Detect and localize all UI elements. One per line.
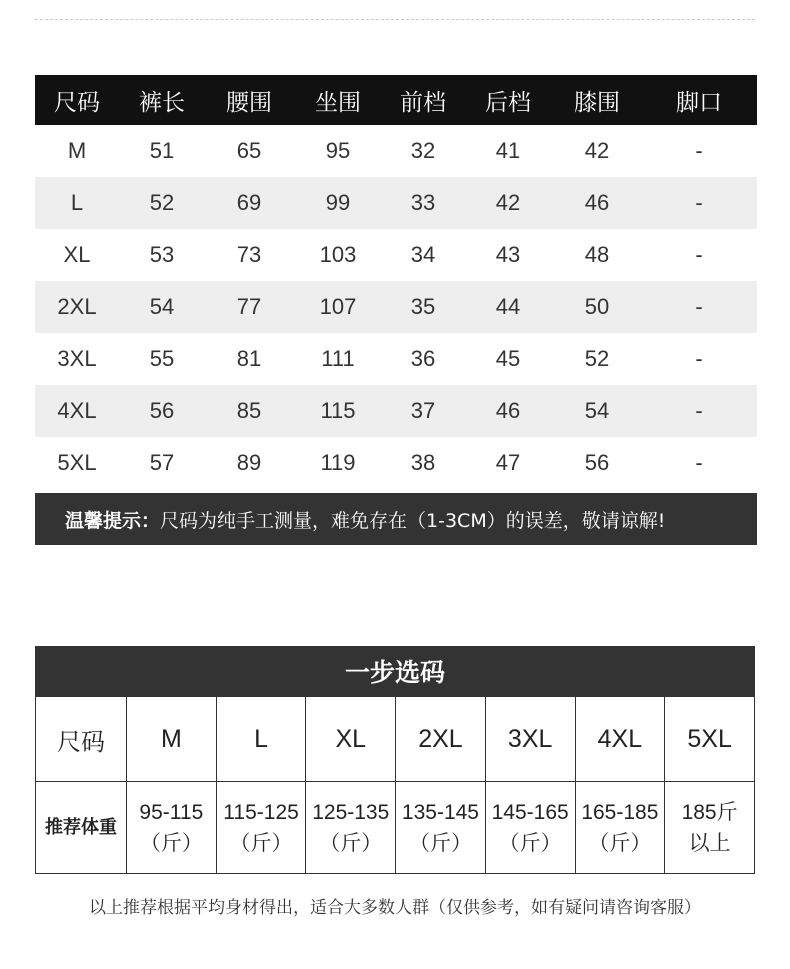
cell-length: 56 [149, 398, 175, 423]
cell-leg-opening: - [695, 242, 703, 267]
cell-back-rise: 47 [495, 450, 521, 475]
size-chart-row [35, 177, 757, 229]
cell-back-rise: 46 [495, 398, 521, 423]
header-hip: 坐围 [315, 89, 361, 116]
size-chart-table [35, 75, 757, 489]
cell-waist: 77 [236, 294, 262, 319]
size-cell: 2XL [396, 697, 486, 782]
weight-unit: （斤） [408, 831, 472, 855]
weight-cell [665, 782, 755, 874]
footnote: 以上推荐根据平均身材得出，适合大多数人群（仅供参考，如有疑问请咨询客服） [89, 898, 701, 918]
weight-cell [306, 782, 396, 874]
cell-knee: 48 [584, 242, 610, 267]
weight-range: 145-165 [491, 800, 569, 824]
cell-front-rise: 34 [410, 242, 436, 267]
cell-hip: 95 [325, 138, 351, 163]
weight-range: 165-185 [581, 800, 659, 824]
header-knee: 膝围 [574, 89, 620, 116]
cell-back-rise: 41 [495, 138, 521, 163]
cell-front-rise: 36 [410, 346, 436, 371]
cell-waist: 69 [236, 190, 262, 215]
cell-leg-opening: - [695, 190, 703, 215]
weight-cell [127, 782, 217, 874]
notice-label: 温馨提示： [65, 509, 161, 532]
size-chart-header-row [35, 75, 757, 125]
weight-unit: （斤） [588, 831, 652, 855]
size-chart-row [35, 385, 757, 437]
size-chart-row [35, 125, 757, 177]
cell-waist: 73 [236, 242, 262, 267]
cell-waist: 65 [236, 138, 262, 163]
cell-size: 3XL [57, 346, 97, 371]
cell-knee: 56 [584, 450, 610, 475]
quick-size-row [36, 697, 755, 782]
cell-leg-opening: - [695, 398, 703, 423]
weight-cell [216, 782, 306, 874]
size-cell: 3XL [485, 697, 575, 782]
weight-range: 95-115 [139, 800, 204, 824]
cell-length: 51 [149, 138, 175, 163]
cell-hip: 103 [319, 242, 357, 267]
cell-back-rise: 44 [495, 294, 521, 319]
weight-unit: （斤） [498, 831, 562, 855]
weight-unit: （斤） [319, 831, 383, 855]
cell-size: 4XL [57, 398, 97, 423]
size-chart-row [35, 281, 757, 333]
weight-unit: （斤） [229, 831, 293, 855]
cell-length: 52 [149, 190, 175, 215]
weight-unit: 以上 [688, 831, 731, 855]
top-dashed-divider [35, 19, 755, 20]
size-chart-row [35, 333, 757, 385]
cell-knee: 50 [584, 294, 610, 319]
cell-length: 53 [149, 242, 175, 267]
cell-waist: 85 [236, 398, 262, 423]
weight-range: 115-125 [223, 800, 299, 824]
cell-back-rise: 42 [495, 190, 521, 215]
header-back-rise: 后档 [485, 89, 531, 116]
size-label-cell: 尺码 [36, 697, 127, 782]
header-leg-opening: 脚口 [676, 89, 722, 116]
size-cell: 4XL [575, 697, 665, 782]
quick-size-table [35, 696, 755, 874]
cell-front-rise: 33 [410, 190, 436, 215]
cell-front-rise: 35 [410, 294, 436, 319]
size-chart-row [35, 229, 757, 281]
cell-front-rise: 32 [410, 138, 436, 163]
weight-unit: （斤） [139, 831, 203, 855]
weight-range: 135-145 [401, 800, 479, 824]
cell-hip: 107 [319, 294, 357, 319]
weight-cell [485, 782, 575, 874]
weight-label-cell: 推荐体重 [36, 782, 127, 874]
cell-hip: 111 [321, 346, 355, 371]
notice-bar [35, 493, 757, 545]
weight-cell [575, 782, 665, 874]
quick-size-title: 一步选码 [35, 646, 755, 696]
cell-leg-opening: - [695, 138, 703, 163]
size-cell: XL [306, 697, 396, 782]
cell-front-rise: 37 [410, 398, 436, 423]
size-cell: L [216, 697, 306, 782]
cell-waist: 89 [236, 450, 262, 475]
cell-knee: 46 [584, 190, 610, 215]
cell-back-rise: 43 [495, 242, 521, 267]
cell-leg-opening: - [695, 294, 703, 319]
weight-range: 125-135 [312, 800, 390, 824]
quick-weight-row [36, 782, 755, 874]
cell-size: 2XL [57, 294, 97, 319]
cell-size: 5XL [57, 450, 97, 475]
header-size: 尺码 [54, 89, 100, 116]
cell-knee: 52 [584, 346, 610, 371]
header-length: 裤长 [139, 89, 185, 116]
cell-back-rise: 45 [495, 346, 521, 371]
cell-knee: 42 [584, 138, 610, 163]
size-chart-row [35, 437, 757, 489]
cell-hip: 99 [325, 190, 351, 215]
weight-range: 185斤 [681, 800, 738, 824]
header-front-rise: 前档 [400, 89, 446, 116]
cell-knee: 54 [584, 398, 610, 423]
cell-hip: 115 [320, 398, 356, 423]
size-cell: 5XL [665, 697, 755, 782]
cell-leg-opening: - [695, 346, 703, 371]
cell-length: 55 [149, 346, 175, 371]
cell-front-rise: 38 [410, 450, 436, 475]
cell-size: XL [63, 242, 91, 267]
cell-hip: 119 [320, 450, 356, 475]
weight-cell [396, 782, 486, 874]
cell-leg-opening: - [695, 450, 703, 475]
header-waist: 腰围 [226, 89, 272, 116]
cell-waist: 81 [236, 346, 262, 371]
cell-size: M [67, 138, 87, 163]
size-cell: M [127, 697, 217, 782]
cell-length: 54 [149, 294, 175, 319]
cell-length: 57 [149, 450, 175, 475]
cell-size: L [70, 190, 84, 215]
notice-text: 尺码为纯手工测量，难免存在（1-3CM）的误差，敬请谅解! [160, 509, 666, 532]
